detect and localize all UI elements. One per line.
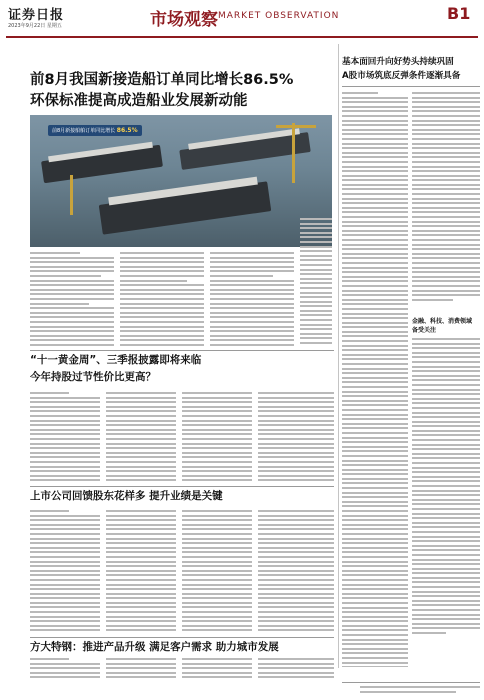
paper-name: 证券日报 — [8, 8, 65, 23]
story2-headline-line1: “十一黄金周”、三季报披露即将来临 — [30, 354, 202, 366]
page-number: B1 — [447, 4, 471, 23]
story3-body-col3 — [182, 510, 252, 634]
story2-body-col3 — [182, 392, 252, 482]
lead-body-col4 — [300, 218, 332, 347]
paper-date: 2023年9月22日 星期五 — [8, 23, 62, 29]
side-subheading-line1: 金融、科技、消费领域 — [412, 318, 473, 325]
side-body-col2-top — [412, 92, 480, 314]
top-rule — [6, 36, 478, 38]
photo-stat-label — [48, 125, 142, 136]
story4-body-col2 — [106, 658, 176, 682]
side-rule — [342, 86, 480, 87]
story3-headline: 上市公司回馈股东花样多 提升业绩是关键 — [30, 490, 223, 502]
lead-headline-line2: 环保标准提高成造船业发展新动能 — [30, 93, 248, 109]
side-body-col2-bottom — [412, 338, 480, 668]
lead-body-col3 — [210, 252, 294, 347]
photo-stat-value: 86.5% — [116, 127, 138, 134]
lead-body-col1 — [30, 252, 114, 347]
story2-rule — [30, 350, 334, 351]
story4-body-col4 — [258, 658, 334, 682]
story3-rule — [30, 486, 334, 487]
story3-body-col1 — [30, 510, 100, 634]
story2-body-col4 — [258, 392, 334, 482]
section-title: 市场观察 — [150, 10, 218, 30]
lead-body-col2 — [120, 252, 204, 347]
story4-headline: 方大特钢：推进产品升级 满足客户需求 助力城市发展 — [30, 641, 279, 653]
story4-body-col1 — [30, 658, 100, 682]
masthead — [0, 0, 484, 38]
side-subheading-line2: 备受关注 — [412, 327, 437, 334]
side-headline-line2: A股市场筑底反弹条件逐渐具备 — [342, 71, 461, 81]
section-subtitle: MARKET OBSERVATION — [218, 11, 340, 21]
column-divider — [338, 44, 339, 668]
lead-headline-line1: 前8月我国新接造船订单同比增长86.5% — [30, 72, 294, 88]
side-headline-line1: 基本面回升向好势头持续巩固 — [342, 57, 454, 67]
story4-rule — [30, 637, 334, 638]
story3-body-col4 — [258, 510, 334, 634]
footer-rule — [342, 682, 480, 683]
story2-body-col2 — [106, 392, 176, 482]
story4-body-col3 — [182, 658, 252, 682]
story3-body-col2 — [106, 510, 176, 634]
footer-credits — [360, 686, 480, 696]
story2-headline-line2: 今年持股过节性价比更高？ — [30, 371, 156, 383]
side-body-col1 — [342, 92, 408, 667]
photo-stat-prefix: 前8月新接船舶订单同比增长 — [52, 128, 116, 134]
story2-body-col1 — [30, 392, 100, 482]
